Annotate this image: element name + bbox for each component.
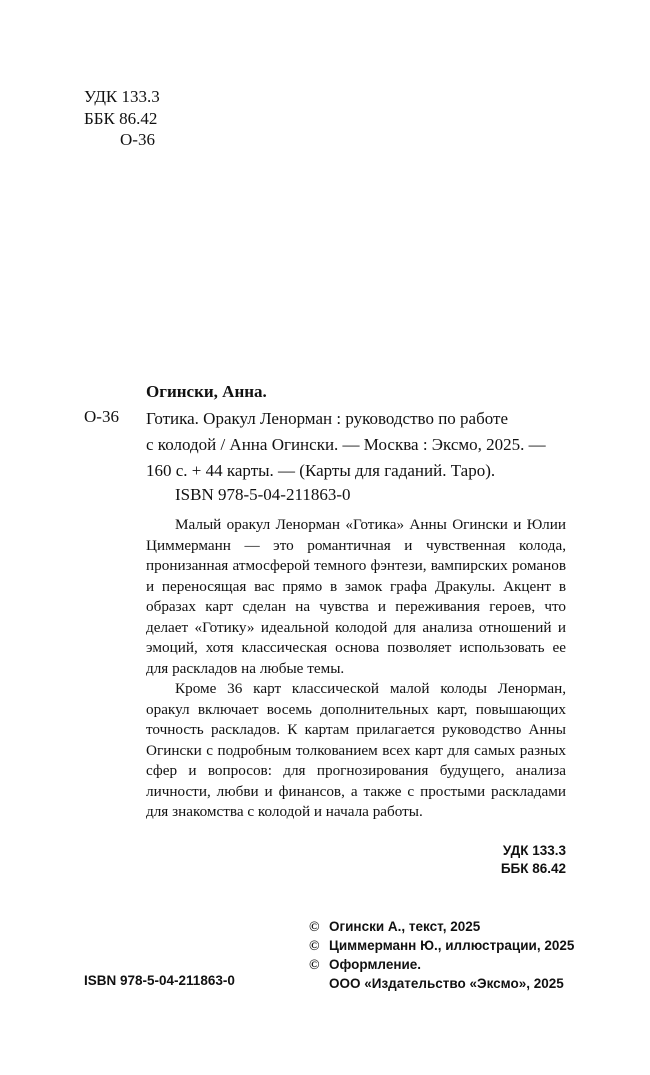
annotation-paragraph: Малый оракул Ленорман «Готика» Анны Огински и Юлии Циммерманн — это романтичная и чувственная колода, пронизанная атмосферой темного фэнтези, вампирских романов и переносящая вас прямо в замок графа Дракулы. Акцент в образах карт сделан на чувства и переживания героев, что делает «Готику» идеальной колодой для анализа отношений и эмоций, хотя классическая основа позволяет использовать ее для раскладов на любые темы. bbox=[146, 516, 566, 677]
copyright-text: Огински А., текст, 2025 bbox=[329, 919, 481, 934]
classification-codes-bottom bbox=[501, 842, 566, 878]
record-author-sign: О-36 bbox=[84, 407, 119, 426]
copyright-text: Циммерманн Ю., иллюстрации, 2025 bbox=[329, 938, 575, 953]
title-line: 160 с. + 44 карты. — (Карты для гаданий. Таро). bbox=[146, 461, 496, 480]
isbn-record: ISBN 978-5-04-211863-0 bbox=[175, 485, 351, 504]
bbk-code-bottom: ББК 86.42 bbox=[500, 861, 566, 876]
title-line: Готика. Оракул Ленорман : руководство по работе bbox=[146, 409, 508, 428]
annotation bbox=[146, 515, 566, 823]
title-line: с колодой / Анна Огински. — Москва : Эксмо, 2025. — bbox=[146, 435, 546, 454]
copyright-icon: © bbox=[309, 958, 320, 973]
isbn-bottom: ISBN 978-5-04-211863-0 bbox=[84, 973, 235, 988]
copyright-icon: © bbox=[309, 939, 320, 954]
copyright-text: Оформление. bbox=[329, 957, 422, 972]
author-sign: О-36 bbox=[120, 130, 155, 149]
udk-code-bottom: УДК 133.3 bbox=[502, 843, 566, 858]
udk-code: УДК 133.3 bbox=[84, 87, 160, 106]
copyright-text: ООО «Издательство «Эксмо», 2025 bbox=[329, 976, 564, 991]
copyright-block bbox=[309, 918, 574, 993]
annotation-paragraph: Кроме 36 карт классической малой колоды Ленорман, оракул включает восемь дополнительных карт, повышающих точность раскладов. К картам прилагается руководство Анны Огински с подробным толкованием всех карт для самых разных сфер и вопросов: для прогнозирования будущего, анализа личности, любви и финансов, а также с простыми раскладами для знакомства с колодой и начала работы. bbox=[146, 680, 566, 820]
bbk-code: ББК 86.42 bbox=[84, 108, 158, 128]
bibliographic-description bbox=[146, 406, 566, 484]
copyright-icon: © bbox=[309, 920, 320, 935]
author-heading: Огински, Анна. bbox=[146, 382, 267, 401]
classification-block bbox=[84, 86, 160, 151]
